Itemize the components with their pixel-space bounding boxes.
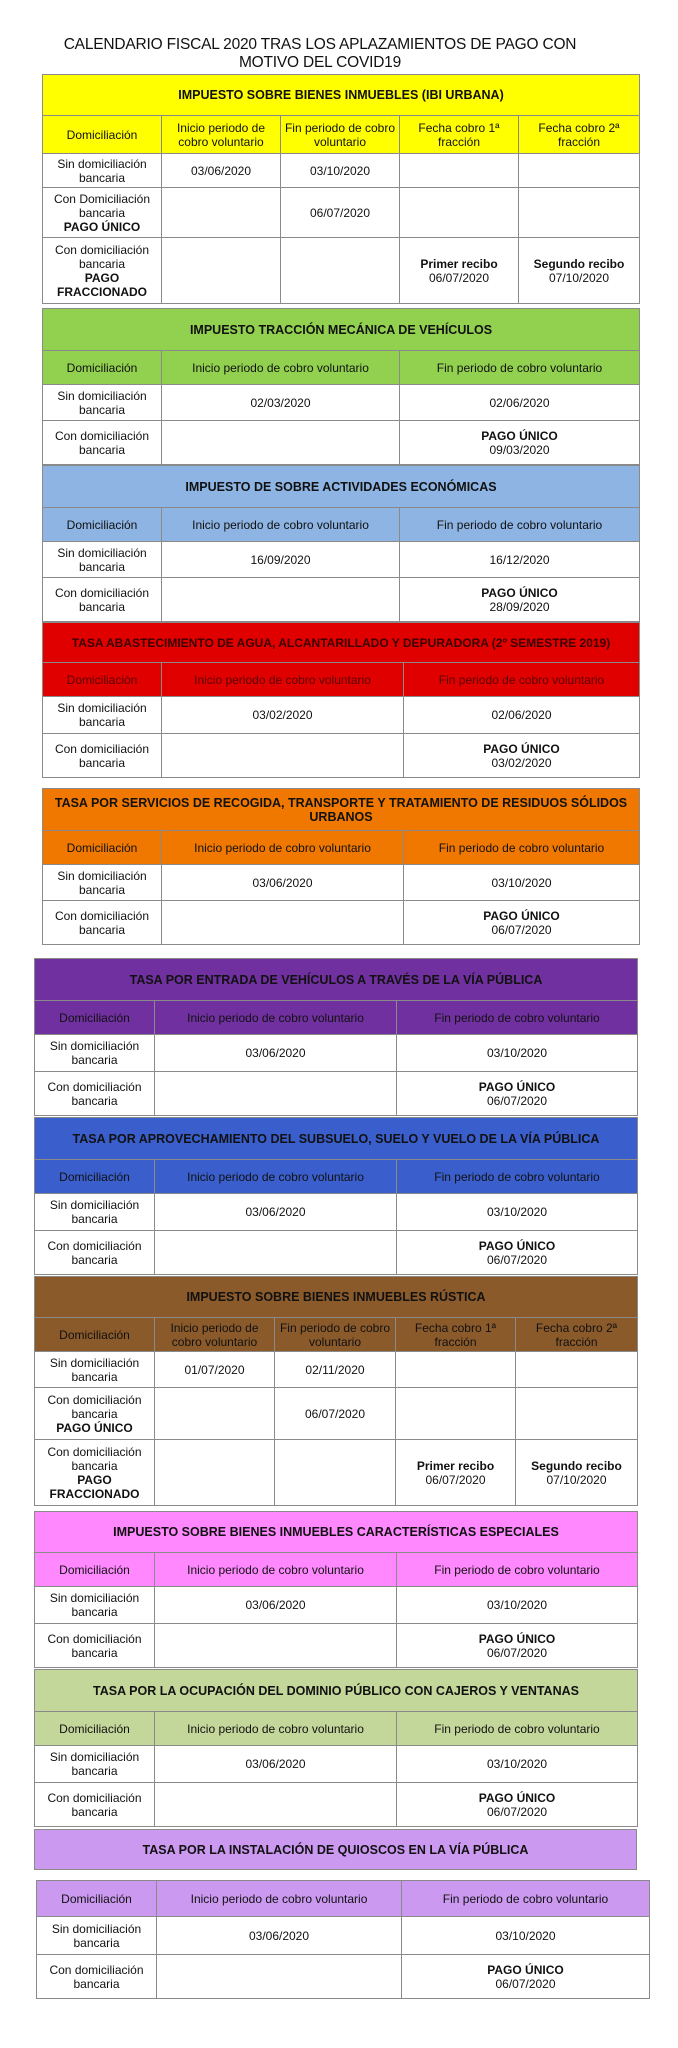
column-header: Fecha cobro 2ª fracción — [519, 116, 640, 154]
empty-cell — [155, 1231, 397, 1275]
column-header: Inicio periodo de cobro voluntario — [162, 508, 400, 542]
column-header: Fin periodo de cobro voluntario — [402, 1881, 650, 1917]
empty-cell — [162, 421, 400, 465]
column-header: Domiciliación — [43, 351, 162, 385]
row-label: Con domiciliación bancaria — [43, 734, 162, 778]
end-date: 06/07/2020 — [275, 1388, 396, 1440]
row-label: Sin domiciliación bancaria — [35, 1587, 155, 1624]
column-header: Inicio periodo de cobro voluntario — [162, 663, 404, 697]
end-date: 03/10/2020 — [397, 1587, 638, 1624]
column-header: Domiciliación — [43, 116, 162, 154]
column-header: Fecha cobro 2ª fracción — [516, 1318, 638, 1352]
empty-cell — [155, 1440, 275, 1506]
empty-cell — [400, 188, 519, 238]
column-header: Fecha cobro 1ª fracción — [400, 116, 519, 154]
column-header: Domiciliación — [35, 1001, 155, 1035]
section-title: IMPUESTO SOBRE BIENES INMUEBLES CARACTERÍSTICAS ESPECIALES — [35, 1512, 638, 1553]
column-header: Inicio periodo de cobro voluntario — [155, 1160, 397, 1194]
empty-cell — [519, 188, 640, 238]
row-label: Con domiciliación bancaria — [43, 421, 162, 465]
section-title: IMPUESTO TRACCIÓN MECÁNICA DE VEHÍCULOS — [43, 309, 640, 351]
empty-cell — [162, 238, 281, 304]
row-label: Sin domiciliación bancaria — [43, 385, 162, 421]
end-date: 03/10/2020 — [404, 865, 640, 901]
start-date: 03/06/2020 — [155, 1587, 397, 1624]
cajeros-table — [34, 1669, 637, 1827]
column-header: Domiciliación — [35, 1553, 155, 1587]
row-label: Con domiciliación bancaria PAGO FRACCIONADO — [35, 1440, 155, 1506]
quioscos-title-bar — [34, 1829, 637, 1870]
row-label: Con domiciliación bancaria — [35, 1783, 155, 1827]
end-date: 03/10/2020 — [402, 1917, 650, 1955]
end-date: 03/10/2020 — [397, 1746, 638, 1783]
start-date: 03/06/2020 — [155, 1194, 397, 1231]
empty-cell — [281, 238, 400, 304]
empty-cell — [396, 1388, 516, 1440]
empty-cell — [162, 188, 281, 238]
column-header: Domiciliación — [43, 663, 162, 697]
section-title: IMPUESTO SOBRE BIENES INMUEBLES RÚSTICA — [35, 1277, 638, 1318]
row-label: Sin domiciliación bancaria — [35, 1035, 155, 1072]
start-date: 03/06/2020 — [157, 1917, 402, 1955]
empty-cell — [516, 1352, 638, 1388]
end-date: 03/10/2020 — [281, 154, 400, 188]
ibi-urbana-table — [42, 74, 639, 304]
row-label: Sin domiciliación bancaria — [35, 1746, 155, 1783]
row-label: Sin domiciliación bancaria — [37, 1917, 157, 1955]
traccion-table — [42, 308, 639, 465]
row-label: Sin domiciliación bancaria — [43, 865, 162, 901]
row-label: Con domiciliación bancaria PAGO ÚNICO — [35, 1388, 155, 1440]
column-header: Inicio periodo de cobro voluntario — [155, 1553, 397, 1587]
row-label: Con domiciliación bancaria PAGO FRACCIONADO — [43, 238, 162, 304]
column-header: Fin periodo de cobro voluntario — [404, 663, 640, 697]
row-label: Con domiciliación bancaria — [43, 901, 162, 945]
empty-cell — [157, 1955, 402, 1999]
end-date: PAGO ÚNICO 06/07/2020 — [402, 1955, 650, 1999]
column-header: Fin periodo de cobro voluntario — [404, 831, 640, 865]
empty-cell — [155, 1388, 275, 1440]
agua-table — [42, 622, 639, 778]
start-date: 03/06/2020 — [155, 1746, 397, 1783]
row-label: Con domiciliación bancaria — [35, 1072, 155, 1116]
start-date: 03/02/2020 — [162, 697, 404, 734]
end-date: PAGO ÚNICO 06/07/2020 — [397, 1231, 638, 1275]
section-title: TASA POR APROVECHAMIENTO DEL SUBSUELO, SUELO Y VUELO DE LA VÍA PÚBLICA — [35, 1118, 638, 1160]
row-label: Sin domiciliación bancaria — [35, 1194, 155, 1231]
end-date: 16/12/2020 — [400, 542, 640, 578]
residuos-table — [42, 788, 639, 945]
column-header: Domiciliación — [35, 1318, 155, 1352]
column-header: Fin periodo de cobro voluntario — [397, 1553, 638, 1587]
end-date: PAGO ÚNICO 09/03/2020 — [400, 421, 640, 465]
empty-cell — [519, 154, 640, 188]
column-header: Inicio periodo de cobro voluntario — [162, 116, 281, 154]
subsuelo-table — [34, 1117, 637, 1275]
column-header: Domiciliación — [35, 1712, 155, 1746]
end-date: 02/11/2020 — [275, 1352, 396, 1388]
row-label: Con Domiciliación bancaria PAGO ÚNICO — [43, 188, 162, 238]
section-title: TASA POR LA OCUPACIÓN DEL DOMINIO PÚBLICO CON CAJEROS Y VENTANAS — [35, 1670, 638, 1712]
especiales-table — [34, 1511, 637, 1668]
row-label: Sin domiciliación bancaria — [43, 542, 162, 578]
row-label: Sin domiciliación bancaria — [43, 154, 162, 188]
entrada-table — [34, 958, 637, 1116]
empty-cell — [162, 901, 404, 945]
start-date: 03/06/2020 — [162, 154, 281, 188]
section-title: TASA POR ENTRADA DE VEHÍCULOS A TRAVÉS DE LA VÍA PÚBLICA — [35, 959, 638, 1001]
row-label: Con domiciliación bancaria — [35, 1624, 155, 1668]
empty-cell — [516, 1388, 638, 1440]
end-date: PAGO ÚNICO 06/07/2020 — [404, 901, 640, 945]
start-date: 03/06/2020 — [155, 1035, 397, 1072]
column-header: Fin periodo de cobro voluntario — [397, 1712, 638, 1746]
end-date: PAGO ÚNICO 06/07/2020 — [397, 1624, 638, 1668]
column-header: Inicio periodo de cobro voluntario — [157, 1881, 402, 1917]
row-label: Sin domiciliación bancaria — [43, 697, 162, 734]
section-title: TASA POR SERVICIOS DE RECOGIDA, TRANSPORTE Y TRATAMIENTO DE RESIDUOS SÓLIDOS URBANOS — [43, 789, 640, 831]
column-header: Fin periodo de cobro voluntario — [397, 1001, 638, 1035]
start-date: 03/06/2020 — [162, 865, 404, 901]
end-date: PAGO ÚNICO 03/02/2020 — [404, 734, 640, 778]
empty-cell — [162, 734, 404, 778]
column-header: Fin periodo de cobro voluntario — [397, 1160, 638, 1194]
rustica-table — [34, 1276, 637, 1506]
column-header: Domiciliación — [35, 1160, 155, 1194]
end-date: 06/07/2020 — [281, 188, 400, 238]
empty-cell — [155, 1072, 397, 1116]
end-date: PAGO ÚNICO 06/07/2020 — [397, 1783, 638, 1827]
column-header: Domiciliación — [37, 1881, 157, 1917]
second-installment: Segundo recibo 07/10/2020 — [516, 1440, 638, 1506]
column-header: Fin periodo de cobro voluntario — [400, 508, 640, 542]
empty-cell — [396, 1352, 516, 1388]
second-installment: Segundo recibo 07/10/2020 — [519, 238, 640, 304]
column-header: Inicio periodo de cobro voluntario — [162, 831, 404, 865]
column-header: Fin periodo de cobro voluntario — [281, 116, 400, 154]
column-header: Domiciliación — [43, 831, 162, 865]
column-header: Domiciliación — [43, 508, 162, 542]
column-header: Fin periodo de cobro voluntario — [400, 351, 640, 385]
start-date: 02/03/2020 — [162, 385, 400, 421]
empty-cell — [400, 154, 519, 188]
column-header: Inicio periodo de cobro voluntario — [155, 1001, 397, 1035]
empty-cell — [162, 578, 400, 622]
start-date: 16/09/2020 — [162, 542, 400, 578]
end-date: 02/06/2020 — [404, 697, 640, 734]
end-date: PAGO ÚNICO 28/09/2020 — [400, 578, 640, 622]
row-label: Con domiciliación bancaria — [35, 1231, 155, 1275]
empty-cell — [155, 1624, 397, 1668]
section-title: IMPUESTO SOBRE BIENES INMUEBLES (IBI URBANA) — [43, 75, 640, 116]
column-header: Inicio periodo de cobro voluntario — [155, 1318, 275, 1352]
end-date: 03/10/2020 — [397, 1194, 638, 1231]
page-title: CALENDARIO FISCAL 2020 TRAS LOS APLAZAMIENTOS DE PAGO CON MOTIVO DEL COVID19 — [63, 36, 577, 71]
row-label: Con domiciliación bancaria — [43, 578, 162, 622]
quioscos-table — [36, 1880, 649, 1999]
column-header: Inicio periodo de cobro voluntario — [162, 351, 400, 385]
actividades-table — [42, 465, 639, 622]
row-label: Con domiciliación bancaria — [37, 1955, 157, 1999]
empty-cell — [155, 1783, 397, 1827]
section-title: TASA ABASTECIMIENTO DE AGUA, ALCANTARILLADO Y DEPURADORA (2º SEMESTRE 2019) — [43, 623, 640, 663]
end-date: 03/10/2020 — [397, 1035, 638, 1072]
column-header: Fecha cobro 1ª fracción — [396, 1318, 516, 1352]
first-installment: Primer recibo 06/07/2020 — [396, 1440, 516, 1506]
column-header: Fin periodo de cobro voluntario — [275, 1318, 396, 1352]
section-title: TASA POR LA INSTALACIÓN DE QUIOSCOS EN LA VÍA PÚBLICA — [35, 1830, 637, 1870]
start-date: 01/07/2020 — [155, 1352, 275, 1388]
section-title: IMPUESTO DE SOBRE ACTIVIDADES ECONÓMICAS — [43, 466, 640, 508]
end-date: PAGO ÚNICO 06/07/2020 — [397, 1072, 638, 1116]
end-date: 02/06/2020 — [400, 385, 640, 421]
row-label: Sin domiciliación bancaria — [35, 1352, 155, 1388]
empty-cell — [275, 1440, 396, 1506]
first-installment: Primer recibo 06/07/2020 — [400, 238, 519, 304]
column-header: Inicio periodo de cobro voluntario — [155, 1712, 397, 1746]
